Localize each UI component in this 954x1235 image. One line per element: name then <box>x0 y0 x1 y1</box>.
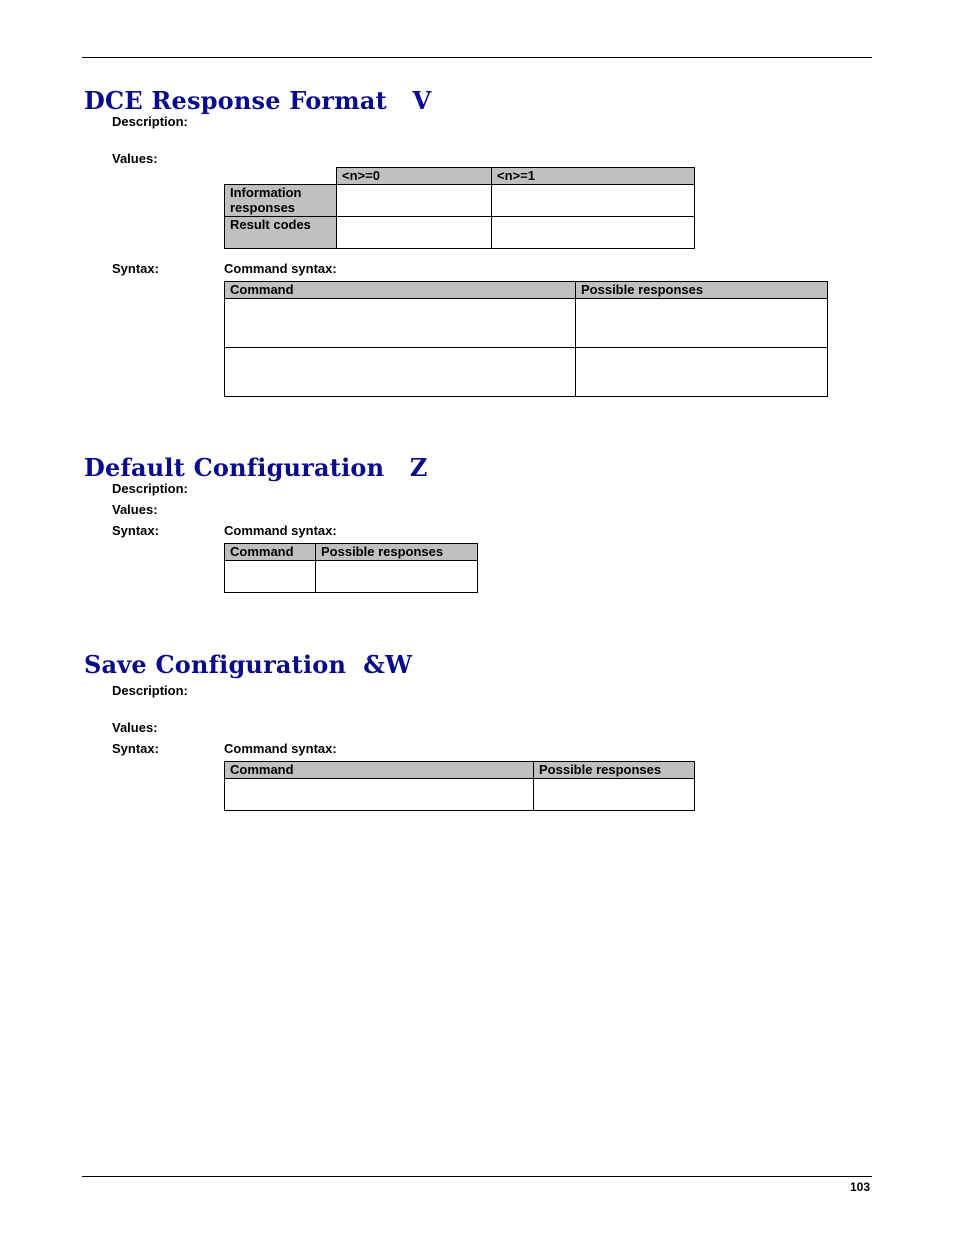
syntax-table-header-responses: Possible responses <box>576 282 828 299</box>
values-label: Values: <box>112 151 158 166</box>
syntax-table-cell <box>576 348 828 397</box>
values-table-cell <box>337 185 492 217</box>
command-syntax-label: Command syntax: <box>224 741 337 756</box>
syntax-label: Syntax: <box>112 741 159 756</box>
syntax-table-header-responses: Possible responses <box>316 544 478 561</box>
syntax-table-cell <box>225 299 576 348</box>
syntax-table <box>224 761 695 811</box>
values-table-header-n1: <n>=1 <box>492 168 695 185</box>
syntax-table-header-responses: Possible responses <box>534 762 695 779</box>
values-table-cell <box>492 217 695 249</box>
values-table-header-n0: <n>=0 <box>337 168 492 185</box>
section-title-default-configuration: Default Configuration Z <box>84 453 428 482</box>
description-label: Description: <box>112 114 188 129</box>
footer-rule <box>82 1176 872 1177</box>
values-table-row-label: Information responses <box>225 185 337 217</box>
syntax-table-header-command: Command <box>225 762 534 779</box>
command-syntax-label: Command syntax: <box>224 261 337 276</box>
syntax-table <box>224 543 478 593</box>
values-table-row-label: Result codes <box>225 217 337 249</box>
description-label: Description: <box>112 481 188 496</box>
syntax-label: Syntax: <box>112 261 159 276</box>
section-title-save-configuration: Save Configuration &W <box>84 650 413 679</box>
syntax-table-cell <box>316 561 478 593</box>
values-table <box>224 167 695 249</box>
description-label: Description: <box>112 683 188 698</box>
values-table-corner <box>225 168 337 185</box>
syntax-table-cell <box>225 561 316 593</box>
syntax-table-cell <box>225 779 534 811</box>
command-syntax-label: Command syntax: <box>224 523 337 538</box>
syntax-table-header-command: Command <box>225 544 316 561</box>
syntax-table-header-command: Command <box>225 282 576 299</box>
values-label: Values: <box>112 502 158 517</box>
header-rule <box>82 57 872 58</box>
section-title-dce-response-format: DCE Response Format V <box>84 86 432 115</box>
values-table-cell <box>492 185 695 217</box>
syntax-table-cell <box>225 348 576 397</box>
values-table-cell <box>337 217 492 249</box>
page-number: 103 <box>849 1180 870 1194</box>
syntax-label: Syntax: <box>112 523 159 538</box>
syntax-table-cell <box>576 299 828 348</box>
values-label: Values: <box>112 720 158 735</box>
syntax-table-cell <box>534 779 695 811</box>
syntax-table <box>224 281 828 397</box>
